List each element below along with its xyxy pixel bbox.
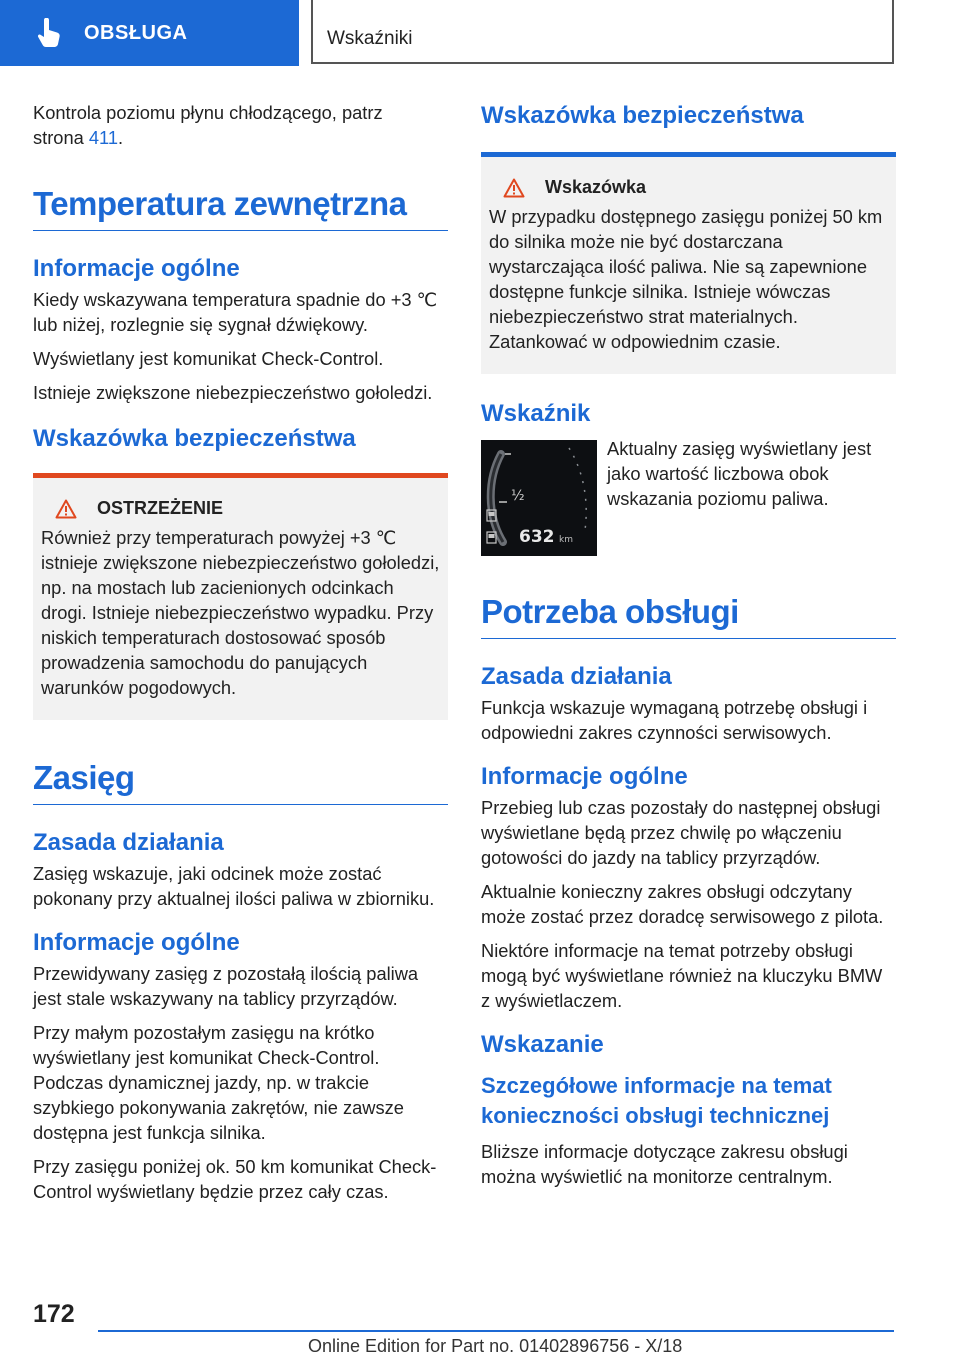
paragraph: Zasięg wskazuje, jaki odcinek może zostać pokonany przy aktualnej ilości paliwa w zbiorniku. xyxy=(33,863,435,909)
heading-general-info-range: Informacje ogólne xyxy=(33,929,240,956)
paragraph: Niektóre informacje na temat potrzeby obsługi mogą być wyświetlane również na kluczyku BMW z wyświetlaczem. xyxy=(481,940,883,1011)
paragraph: Przebieg lub czas pozostały do następnej obsługi wyświetlane będą przez chwilę po włączeniu gotowości do jazdy na tablicy przyrządów. xyxy=(481,797,881,868)
footer-divider xyxy=(98,1330,894,1332)
section-tab[interactable] xyxy=(0,0,299,66)
heading-detail-info: Szczegółowe informacje na temat konieczności obsługi technicznej xyxy=(481,1073,832,1128)
heading-indicator: Wskaźnik xyxy=(481,400,591,427)
heading-general-info-service: Informacje ogólne xyxy=(481,763,688,790)
section-label: OBSŁUGA xyxy=(84,21,188,44)
paragraph: Funkcja wskazuje wymaganą potrzebę obsługi i odpowiedni zakres czynności serwisowych. xyxy=(481,697,868,743)
paragraph: Przewidywany zasięg z pozostałą ilością paliwa jest stale wskazywany na tablicy przyrządów. xyxy=(33,963,419,1009)
heading-general-info-temp: Informacje ogólne xyxy=(33,255,240,282)
breadcrumb[interactable]: Wskaźniki xyxy=(327,28,413,49)
heading-display: Wskazanie xyxy=(481,1031,604,1058)
indicator-text: Aktualny zasięg wyświetlany jest jako wartość liczbowa obok wskazania poziomu paliwa. xyxy=(607,438,872,509)
indicator-block xyxy=(481,440,896,556)
gauge-half-mark: ½ xyxy=(511,488,525,504)
paragraph: Wyświetlany jest komunikat Check-Control. xyxy=(33,348,384,369)
paragraph: Przy zasięgu poniżej ok. 50 km komunikat Check-Control wyświetlany będzie przez cały czas. xyxy=(33,1156,437,1202)
paragraph: Istnieje zwiększone niebezpieczeństwo gołoledzi. xyxy=(33,382,433,403)
intro-paragraph: Kontrola poziomu płynu chłodzącego, patrz strona 411. xyxy=(33,102,383,148)
warning-triangle-icon xyxy=(55,499,77,519)
paragraph: Przy małym pozostałym zasięgu na krótko wyświetlany jest komunikat Check-Control. Podczas dynamicznej jazdy, np. w trakcie szybkiego pokonywania zakrętów, nie zawsze dostępna jest funkcja silnika. xyxy=(33,1022,404,1143)
warning-text: Również przy temperaturach powyżej +3 ℃ istnieje zwiększone niebezpieczeństwo gołoledzi, np. na mostach lub zacienionych odcinkach drogi. Istnieje niebezpieczeństwo wypadku. Przy niskich temperaturach dostosować sposób prowadzenia samochodu do panujących warunków pogodowych. xyxy=(41,527,440,698)
heading-outside-temperature: Temperatura zewnętrzna xyxy=(33,184,448,231)
fuel-gauge-image xyxy=(481,440,597,556)
note-text: W przypadku dostępnego zasięgu poniżej 50 km do silnika może nie być dostarczana wystarczająca ilość paliwa. Nie są zapewnione dostępne funkcje silnika. Istnieje wówczas niebezpieczeństwo strat materialnych. Zatankować w odpowiednim czasie. xyxy=(489,206,883,352)
page-link-411[interactable]: 411 xyxy=(88,127,119,148)
left-column xyxy=(33,100,448,1213)
paragraph: Bliższe informacje dotyczące zakresu obsługi można wyświetlić na monitorze centralnym. xyxy=(481,1141,848,1187)
paragraph: Aktualnie konieczny zakres obsługi odczytany może zostać przez doradcę serwisowego z pilota. xyxy=(481,881,884,927)
paragraph: Kiedy wskazywana temperatura spadnie do +3 ℃ lub niżej, rozlegnie się sygnał dźwiękowy. xyxy=(33,289,438,335)
heading-range: Zasięg xyxy=(33,758,448,805)
edition-text: Online Edition for Part no. 01402896756 - X/18 xyxy=(308,1336,683,1356)
heading-principle-range: Zasada działania xyxy=(33,829,224,856)
heading-safety-note-range: Wskazówka bezpieczeństwa xyxy=(481,102,804,129)
hand-pointer-icon xyxy=(36,18,62,48)
warning-box xyxy=(33,473,448,720)
heading-service-requirement: Potrzeba obsługi xyxy=(481,592,896,639)
right-column xyxy=(481,100,896,1198)
gauge-range-value: 632 xyxy=(519,527,555,547)
note-box xyxy=(481,152,896,374)
heading-principle-service: Zasada działania xyxy=(481,663,672,690)
page-number: 172 xyxy=(33,1300,75,1328)
gauge-range-unit: km xyxy=(559,535,573,545)
warning-title: OSTRZEŻENIE xyxy=(97,498,224,518)
warning-triangle-icon xyxy=(503,178,525,198)
heading-safety-note-temp: Wskazówka bezpieczeństwa xyxy=(33,425,356,452)
breadcrumb-bar xyxy=(311,0,894,64)
note-title: Wskazówka xyxy=(545,177,647,197)
